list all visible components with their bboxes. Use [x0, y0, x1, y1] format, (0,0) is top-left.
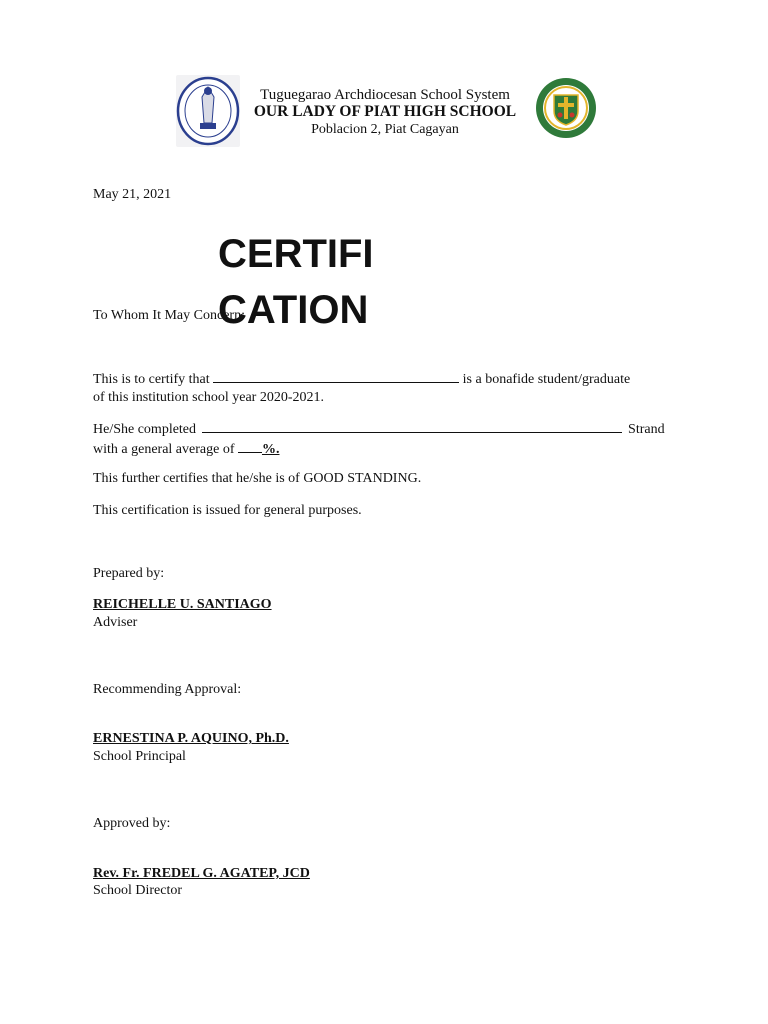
school-year-line: of this institution school year 2020-2021. [93, 390, 324, 405]
school-system-name: Tuguegarao Archdiocesan School System [260, 87, 510, 103]
recommending-role: School Principal [93, 749, 186, 764]
approved-by-name: Rev. Fr. FREDEL G. AGATEP, JCD [93, 866, 310, 881]
average-line-start: with a general average of [93, 442, 235, 457]
prepared-by-name: REICHELLE U. SANTIAGO [93, 597, 272, 612]
certify-line-end: is a bonafide student/graduate [462, 372, 631, 387]
purpose-line: This certification is issued for general purposes. [93, 503, 362, 518]
strand-blank[interactable] [202, 419, 622, 433]
average-line [93, 439, 279, 459]
school-address: Poblacion 2, Piat Cagayan [311, 122, 459, 137]
recommending-label: Recommending Approval: [93, 682, 242, 697]
document-title: CERTIFICATION [218, 232, 374, 332]
good-standing-line: This further certifies that he/she is of GOOD STANDING. [93, 471, 422, 486]
certify-line-start: This is to certify that [93, 372, 210, 387]
average-blank[interactable] [238, 439, 262, 453]
school-seal-icon [176, 75, 240, 147]
average-percent: %. [261, 442, 280, 457]
student-name-blank[interactable] [213, 369, 459, 383]
prepared-by-role: Adviser [93, 615, 138, 630]
strand-line [93, 419, 675, 439]
salutation: To Whom It May Concern: [93, 308, 245, 323]
school-name: OUR LADY OF PIAT HIGH SCHOOL [253, 103, 517, 120]
strand-line-end: Strand [628, 422, 665, 437]
approved-by-role: School Director [93, 883, 183, 898]
prepared-by-label: Prepared by: [93, 566, 165, 581]
approved-by-label: Approved by: [93, 816, 171, 831]
certify-line [93, 369, 675, 389]
archdiocesan-seal-icon [534, 77, 598, 139]
strand-line-start: He/She completed [93, 422, 197, 437]
document-date: May 21, 2021 [93, 187, 172, 202]
recommending-name: ERNESTINA P. AQUINO, Ph.D. [93, 731, 289, 746]
